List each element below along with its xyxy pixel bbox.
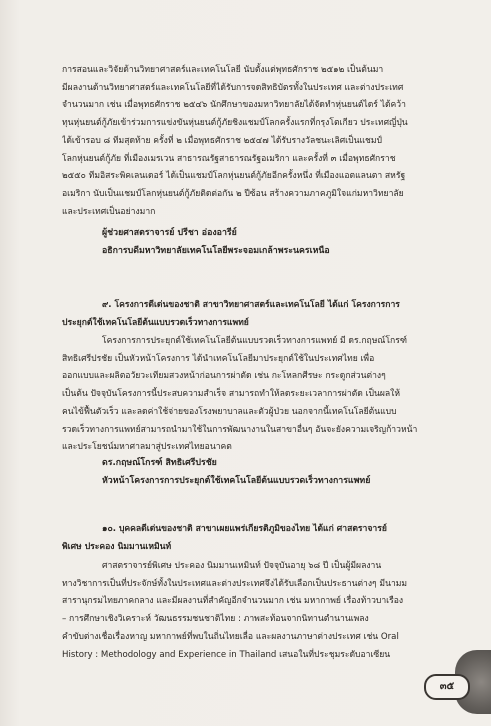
intro-paragraph [62, 62, 462, 221]
text-line: ทุนหุ่นยนต์กู้ภัยเข้าร่วมการแข่งขันหุ่นยนต์กู้ภัยชิงแชมป์โลกครั้งแรกที่กรุงโตเกียว ประเทศญี่ปุ่น [62, 118, 408, 129]
section-10-body [62, 558, 462, 664]
text-line: ๙. โครงการดีเด่นของชาติ สาขาวิทยาศาสตร์และเทคโนโลยี ได้แก่ โครงการการ [102, 300, 400, 310]
text-line: เป็นต้น ปัจจุบันโครงการนี้ประสบความสำเร็จ สามารถทำให้ลดระยะเวลาการผ่าตัด เป็นผลให้ [62, 389, 400, 400]
text-line: ๒๕๕๐ ทีมอิสระพิคเลนเดอร์ ได้เป็นแชมป์โลกหุ่นยนต์กู้ภัยอีกครั้งหนึ่ง ที่เมืองแอตแลนตา สหรัฐ [62, 171, 406, 182]
text-line: ประยุกต์ใช้เทคโนโลยีต้นแบบรวดเร็วทางการแพทย์ [62, 317, 249, 328]
section-9-body [62, 333, 462, 457]
text-line: และประโยชน์มหาศาลมาสู่ประเทศไทยอนาคต [62, 442, 232, 453]
text-line: และประเทศเป็นอย่างมาก [62, 206, 156, 217]
text-line: อเมริกา นับเป็นแชมป์โลกหุ่นยนต์กู้ภัยติดต่อกัน ๒ ปีซ้อน สร้างความภาคภูมิใจแก่มหาวิทยาลัย [62, 188, 404, 199]
text-line: ๑๐. บุคคลดีเด่นของชาติ สาขาเผยแพร่เกียรติภูมิของไทย ได้แก่ ศาสตราจารย์ [102, 524, 387, 534]
text-line: มีผลงานด้านวิทยาศาสตร์และเทคโนโลยีที่ได้รับการจดสิทธิบัตรทั้งในประเทศ และต่างประเทศ [62, 82, 404, 93]
text-line: – การศึกษาเชิงวิเคราะห์ วัฒนธรรมชนชาติไทย : ภาพสะท้อนจากนิทานตำนานเพลง [62, 614, 369, 625]
text-line: โลกหุ่นยนต์กู้ภัย ที่เมืองเมรเวน สาธารณรัฐสาธารณรัฐอเมริกา และครั้งที่ ๓ เมื่อพุทธศักราช [62, 153, 396, 164]
text-line: การสอนและวิจัยด้านวิทยาศาสตร์และเทคโนโลยี นับตั้งแต่พุทธศักราช ๒๕๑๒ เป็นต้นมา [62, 65, 384, 75]
section-9-heading [62, 297, 462, 332]
text-line: ศาสตราจารย์พิเศษ ประคอง นิมมานเหมินท์ ปัจจุบันอายุ ๖๘ ปี เป็นผู้มีผลงาน [102, 561, 382, 571]
text-line: สารานุกรมไทยภาคกลาง และมีผลงานที่สำคัญอีกจำนวนมาก เช่น มหากาพย์ เรื่องท้าวบาเรือง [62, 596, 404, 607]
text-line: History : Methodology and Experience in Thailand เสนอในที่ประชุมระดับอาเซียน [62, 649, 391, 660]
signature-name-1: ผู้ช่วยศาสตราจารย์ ปรีชา อ่องอารีย์ [102, 228, 237, 238]
text-line: ออกแบบและผลิตอวัยวะเทียมสวงหน้าก่อนการผ่าตัด เช่น กะโหลกศีรษะ กระดูกส่วนต่างๆ [62, 371, 386, 382]
text-line: สิทธิเศรีปรชัย เป็นหัวหน้าโครงการ ได้นำเทคโนโลยีมาประยุกต์ใช้ในประเทศไทย เพื่อ [62, 353, 375, 364]
signature-name-2: ดร.กฤษณ์โกรฑ์ สิทธิเศรีปรชัย [102, 458, 217, 468]
signature-title-2: หัวหน้าโครงการการประยุกต์ใช้เทคโนโลยีต้นแบบรวดเร็วทางการแพทย์ [102, 476, 371, 486]
text-line: คำขับต่างเชื่อเรื่องหาญ มหากาพย์ที่พบในถิ่นไทยเลื่อ และผลงานภาษาต่างประเทศ เช่น Oral [62, 631, 399, 642]
section-10-heading [62, 521, 462, 556]
text-line: ได้เข้ารอบ ๘ ทีมสุดท้าย ครั้งที่ ๒ เมื่อพุทธศักราช ๒๕๔๗ ได้รับรางวัลชนะเลิศเป็นแชมป์ [62, 135, 382, 146]
text-line: คนไข้ฟื้นตัวเร็ว และลดค่าใช้จ่ายของโรงพยาบาลและตัวผู้ป่วย นอกจากนี้เทคโนโลยีต้นแบบ [62, 406, 397, 417]
text-line: ทางวิชาการเป็นที่ประจักษ์ทั้งในประเทศและต่างประเทศจึงได้รับเลือกเป็นประธานต่างๆ มีนามม [62, 578, 408, 589]
text-line: จำนวนมาก เช่น เมื่อพุทธศักราช ๒๕๔๖ นักศึกษาของมหาวิทยาลัยได้จัดทำหุ่นยนต์ไดร์ ได้คว้า [62, 100, 406, 111]
signature-title-1: อธิการบดีมหาวิทยาลัยเทคโนโลยีพระจอมเกล้าพระนครเหนือ [102, 246, 330, 256]
text-line: โครงการการประยุกต์ใช้เทคโนโลยีต้นแบบรวดเร็วทางการแพทย์ มี ดร.กฤษณ์โกรฑ์ [102, 336, 407, 346]
page-number: ๓๕ [424, 674, 470, 700]
text-line: พิเศษ ประคอง นิมมานเหมินท์ [62, 541, 172, 552]
text-line: รวดเร็วทางการแพทย์สามารถนำมาใช้ในการพัฒนางานในสาขาอื่นๆ อันจะยังความเจริญก้าวหน้า [62, 424, 418, 435]
